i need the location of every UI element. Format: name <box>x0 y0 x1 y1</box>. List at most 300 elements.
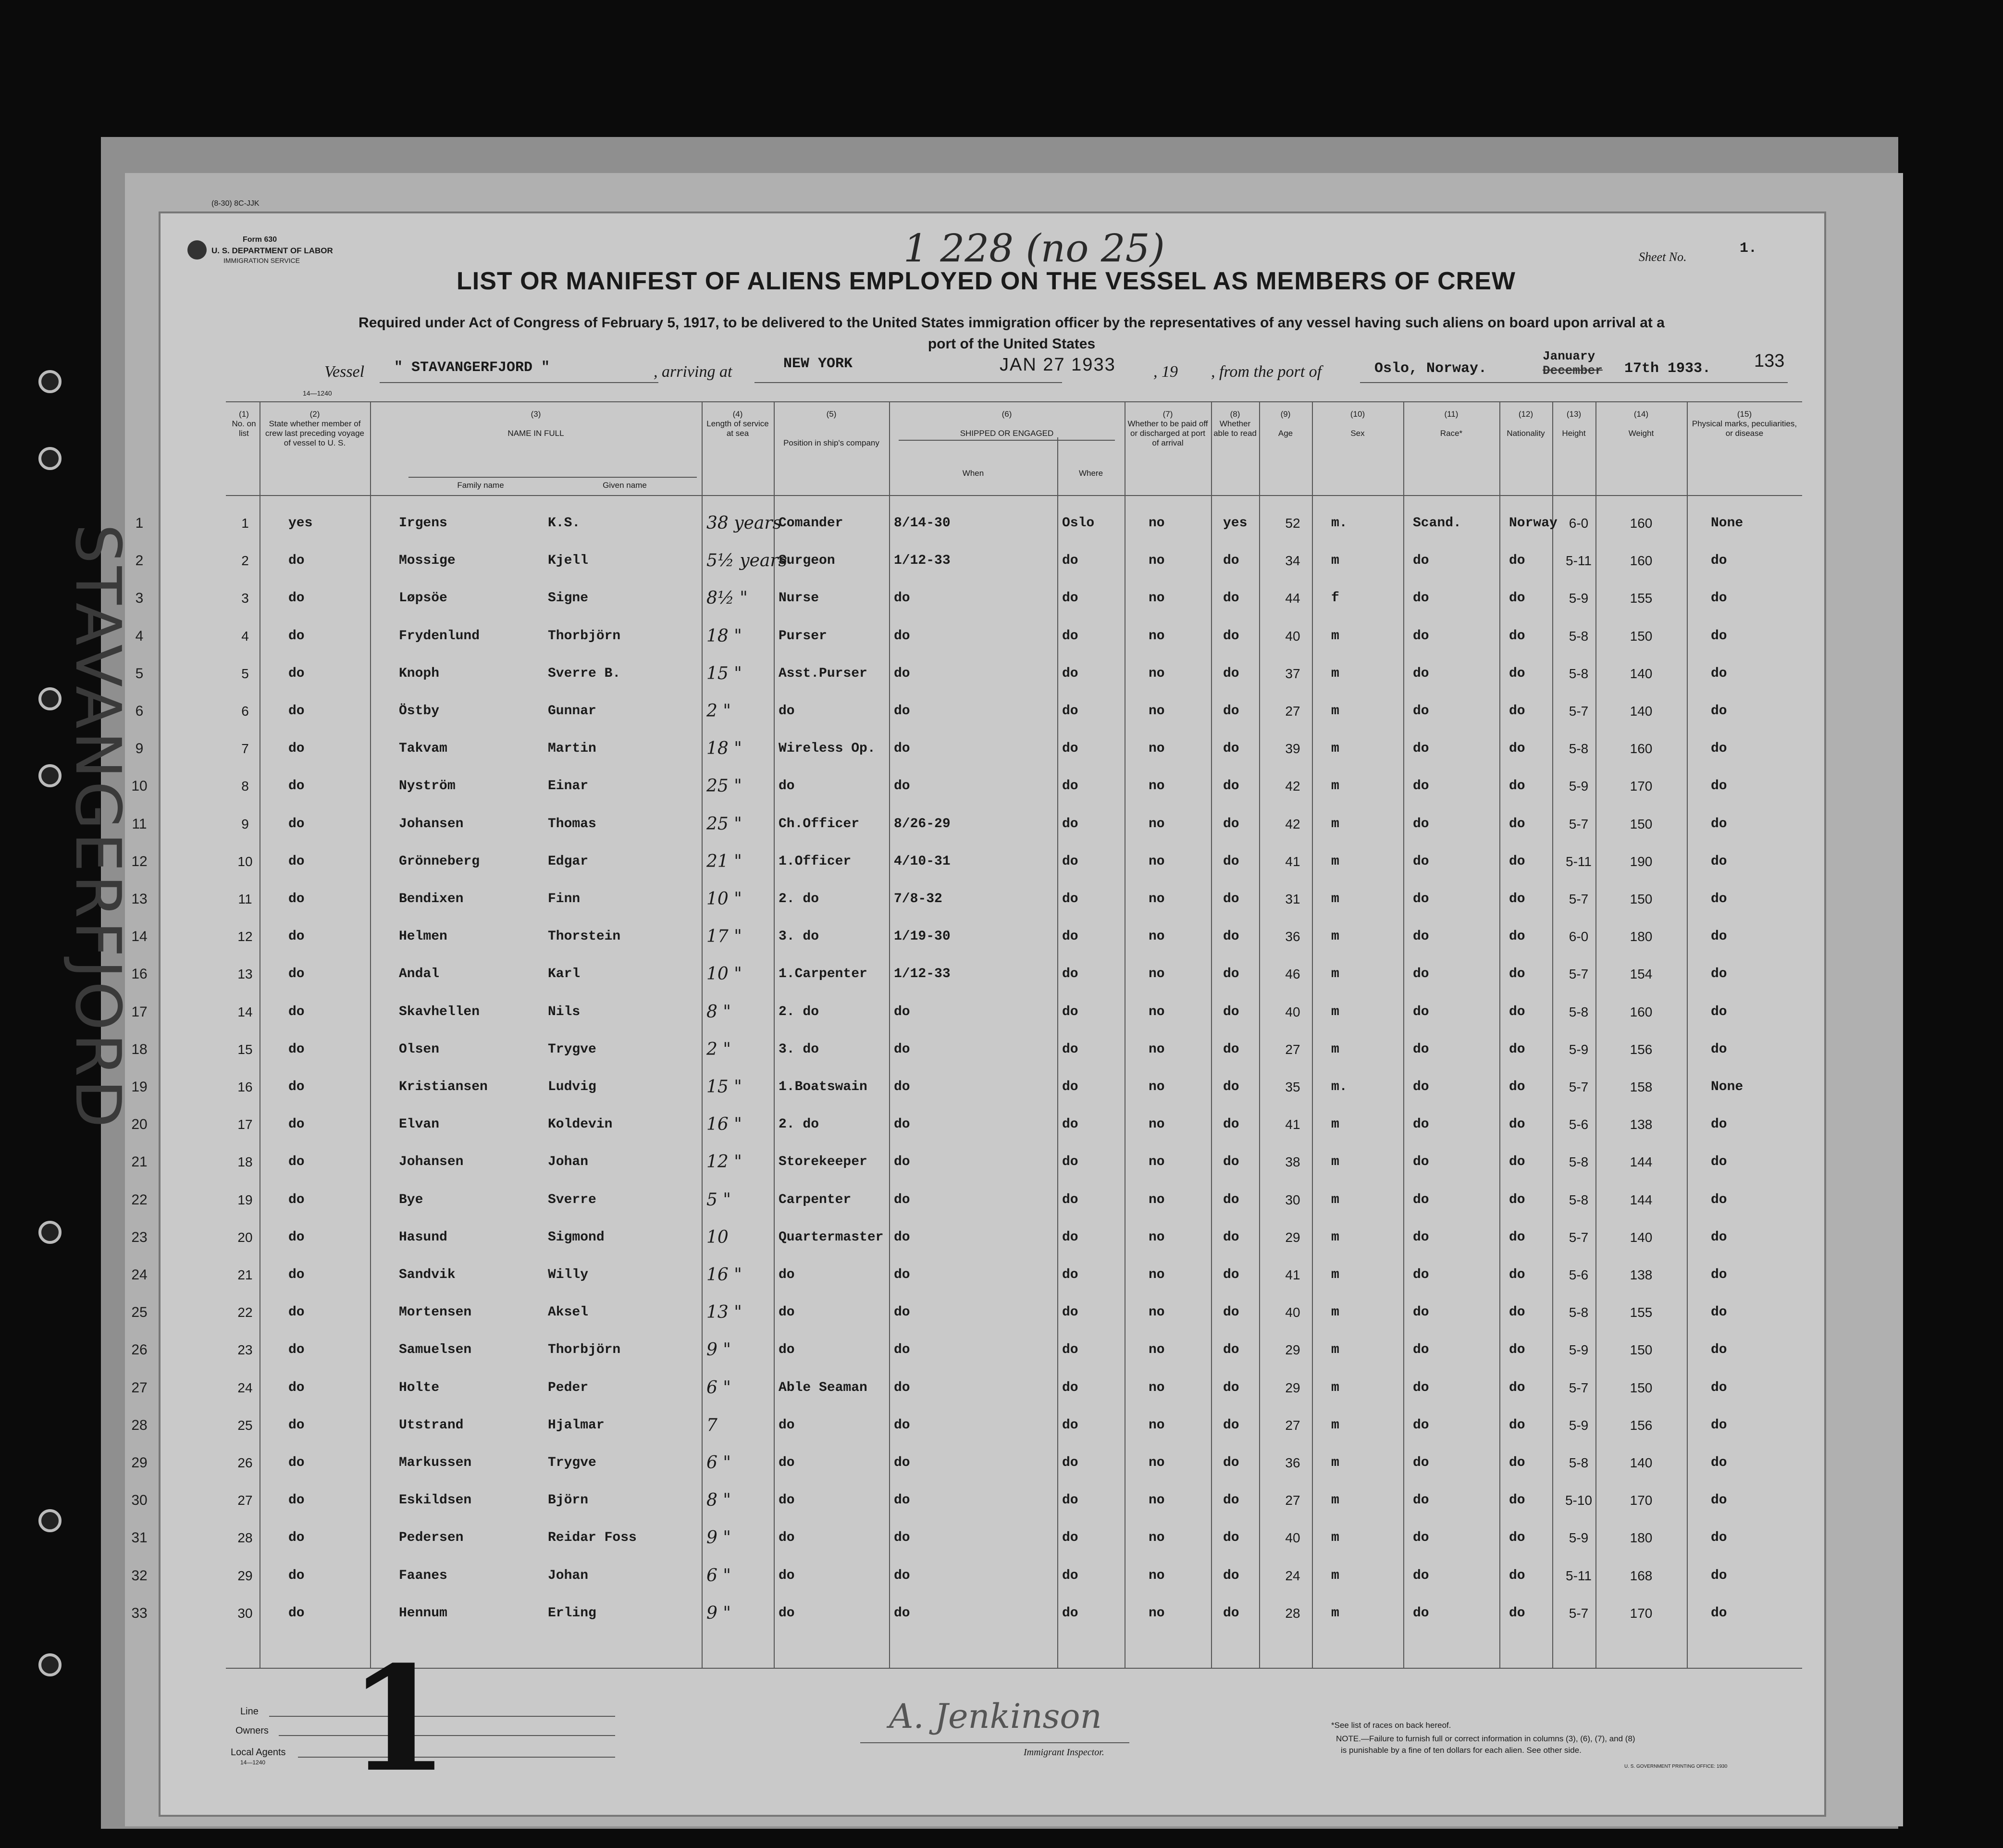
cell-given: Signe <box>548 591 589 606</box>
cell-given: K.S. <box>548 516 581 531</box>
cell-family: Hennum <box>399 1605 447 1621</box>
cell-nat: do <box>1509 1004 1525 1019</box>
cell-age: 38 <box>1285 1154 1300 1170</box>
cell-no: 14 <box>237 1004 253 1019</box>
cell-paid: no <box>1149 1455 1165 1470</box>
cell-read: do <box>1223 816 1239 831</box>
cell-where: do <box>1062 1568 1078 1583</box>
table-row <box>131 1031 1826 1068</box>
cell-nat: do <box>1509 1267 1525 1282</box>
cell-family: Pedersen <box>399 1530 464 1546</box>
cell-marks: None <box>1711 516 1743 531</box>
cell-weight: 140 <box>1630 666 1653 681</box>
cell-race: do <box>1413 892 1429 906</box>
margin-line-number: 31 <box>131 1530 148 1546</box>
cell-family: Bye <box>399 1192 423 1207</box>
cell-race: do <box>1413 1267 1429 1282</box>
cell-marks: None <box>1711 1079 1743 1094</box>
cell-when: do <box>894 1342 910 1358</box>
cell-where: do <box>1062 1154 1078 1170</box>
cell-weight: 140 <box>1630 1229 1653 1245</box>
cell-weight: 170 <box>1630 1493 1653 1508</box>
cell-pos: do <box>779 1417 795 1433</box>
table-row <box>131 1106 1826 1143</box>
cell-family: Mossige <box>399 553 456 569</box>
cell-weight: 180 <box>1630 929 1653 944</box>
cell-race: do <box>1413 1192 1429 1207</box>
cell-given: Johan <box>548 1154 589 1170</box>
line-label: Line <box>240 1706 259 1717</box>
cell-prev: do <box>288 854 305 869</box>
cell-given: Sverre <box>548 1192 596 1207</box>
margin-line-number: 22 <box>131 1191 148 1208</box>
cell-race: do <box>1413 1455 1429 1470</box>
cell-weight: 144 <box>1630 1192 1653 1207</box>
cell-paid: no <box>1149 1004 1165 1019</box>
cell-pos: Able Seaman <box>779 1380 867 1395</box>
cell-height: 5-8 <box>1569 741 1589 757</box>
cell-family: Elvan <box>399 1117 440 1132</box>
cell-read: do <box>1223 967 1239 982</box>
cell-given: Reidar Foss <box>548 1530 637 1546</box>
departure-month: January <box>1543 349 1595 363</box>
cell-read: do <box>1223 666 1239 681</box>
cell-where: do <box>1062 1229 1078 1245</box>
cell-height: 5-11 <box>1566 854 1592 869</box>
cell-no: 10 <box>237 854 253 869</box>
margin-line-number: 24 <box>131 1267 148 1283</box>
col-10-header: (10) Sex <box>1350 409 1365 438</box>
cell-paid: no <box>1149 816 1165 831</box>
cell-marks: do <box>1711 816 1727 831</box>
cell-no: 2 <box>241 553 249 569</box>
cell-where: do <box>1062 741 1078 757</box>
cell-read: do <box>1223 1117 1239 1132</box>
subtitle-line-1: Required under Act of Congress of February 5, 1917, to be delivered to the United States immigration officer by the representatives of any vessel having such aliens on board upon arrival at a <box>359 315 1665 331</box>
cell-pos: Quartermaster <box>779 1229 884 1245</box>
cell-where: do <box>1062 1192 1078 1207</box>
cell-read: do <box>1223 1380 1239 1395</box>
cell-given: Thorbjörn <box>548 628 621 644</box>
cell-weight: 156 <box>1630 1417 1653 1433</box>
cell-age: 36 <box>1285 1455 1300 1470</box>
cell-height: 5-8 <box>1569 1305 1589 1320</box>
cell-age: 27 <box>1285 1417 1300 1433</box>
cell-marks: do <box>1711 591 1727 606</box>
cell-age: 40 <box>1285 628 1300 644</box>
cell-where: do <box>1062 1267 1078 1282</box>
cell-prev: do <box>288 628 305 644</box>
cell-pos: do <box>779 1455 795 1470</box>
cell-prev: do <box>288 929 305 944</box>
cell-where: do <box>1062 591 1078 606</box>
cell-height: 5-7 <box>1569 816 1589 831</box>
cell-sex: m <box>1331 628 1339 644</box>
cell-sex: m. <box>1331 1079 1348 1094</box>
cell-marks: do <box>1711 1267 1727 1282</box>
cell-when: 7/8-32 <box>894 892 942 906</box>
margin-line-number: 5 <box>135 665 144 682</box>
cell-service: 2 " <box>706 1039 731 1059</box>
cell-marks: do <box>1711 892 1727 906</box>
table-row <box>135 505 1826 542</box>
cell-pos: Nurse <box>779 591 819 606</box>
cell-age: 44 <box>1285 591 1300 606</box>
table-row <box>131 1068 1826 1106</box>
cell-weight: 158 <box>1630 1079 1653 1094</box>
cell-race: do <box>1413 967 1429 982</box>
cell-when: do <box>894 1229 910 1245</box>
table-row <box>131 1219 1826 1256</box>
cell-race: Scand. <box>1413 516 1461 531</box>
cell-where: do <box>1062 1530 1078 1546</box>
cell-read: do <box>1223 704 1239 719</box>
table-row <box>131 1557 1826 1595</box>
binder-hole <box>38 370 62 393</box>
cell-pos: Comander <box>779 516 843 531</box>
cell-read: do <box>1223 892 1239 906</box>
margin-line-number: 26 <box>131 1342 148 1358</box>
cell-when: do <box>894 1530 910 1546</box>
cell-sex: m <box>1331 1154 1339 1170</box>
arrival-port: NEW YORK <box>783 356 853 372</box>
cell-where: do <box>1062 1455 1078 1470</box>
table-row <box>131 1294 1826 1331</box>
table-row <box>131 955 1826 993</box>
table-row <box>131 1256 1826 1294</box>
sheet-label: Sheet No. <box>1639 250 1687 264</box>
cell-sex: m <box>1331 1342 1339 1358</box>
cell-given: Hjalmar <box>548 1417 605 1433</box>
cell-pos: 2. do <box>779 1117 819 1132</box>
cell-paid: no <box>1149 1229 1165 1245</box>
cell-nat: do <box>1509 666 1525 681</box>
cell-age: 29 <box>1285 1229 1300 1245</box>
cell-marks: do <box>1711 1568 1727 1583</box>
cell-service: 6 " <box>706 1453 731 1473</box>
cell-where: do <box>1062 1042 1078 1057</box>
cell-race: do <box>1413 1004 1429 1019</box>
penalty-note-1: NOTE.—Failure to furnish full or correct information in columns (3), (6), (7), and (8) <box>1336 1734 1635 1743</box>
cell-nat: do <box>1509 1117 1525 1132</box>
cell-paid: no <box>1149 1117 1165 1132</box>
cell-given: Willy <box>548 1267 589 1282</box>
cell-pos: do <box>779 1568 795 1583</box>
cell-sex: m <box>1331 816 1339 831</box>
local-agents-label: Local Agents <box>231 1747 286 1758</box>
col-4-header: (4) Length of service at sea <box>706 409 769 438</box>
cell-nat: do <box>1509 1042 1525 1057</box>
department: U. S. DEPARTMENT OF LABOR <box>211 246 333 255</box>
table-row <box>135 542 1826 580</box>
cell-race: do <box>1413 1568 1429 1583</box>
margin-line-number: 17 <box>131 1004 148 1020</box>
cell-sex: m <box>1331 1455 1339 1470</box>
cell-read: do <box>1223 854 1239 869</box>
cell-weight: 160 <box>1630 516 1653 531</box>
cell-weight: 150 <box>1630 892 1653 906</box>
cell-age: 35 <box>1285 1079 1300 1094</box>
col-7-header: (7) Whether to be paid off or discharged at port of arrival <box>1127 409 1208 447</box>
cell-when: do <box>894 1417 910 1433</box>
margin-line-number: 29 <box>131 1455 148 1471</box>
col-2-header: (2) State whether member of crew last preceding voyage of vessel to U. S. <box>265 409 364 447</box>
inspector-label: Immigrant Inspector. <box>1024 1747 1104 1758</box>
cell-marks: do <box>1711 1417 1727 1433</box>
cell-marks: do <box>1711 1305 1727 1320</box>
cell-no: 11 <box>238 892 252 906</box>
cell-when: do <box>894 1079 910 1094</box>
cell-when: do <box>894 704 910 719</box>
table-row <box>131 918 1826 955</box>
cell-nat: do <box>1509 1605 1525 1621</box>
table-row <box>131 1143 1826 1181</box>
cell-prev: do <box>288 1154 305 1170</box>
cell-family: Markussen <box>399 1455 472 1470</box>
cell-prev: do <box>288 1530 305 1546</box>
cell-pos: do <box>779 1605 795 1621</box>
agents-code: 14—1240 <box>240 1759 266 1766</box>
cell-no: 29 <box>237 1568 253 1583</box>
cell-when: do <box>894 628 910 644</box>
cell-family: Nyström <box>399 779 456 794</box>
cell-family: Kristiansen <box>399 1079 488 1094</box>
cell-where: do <box>1062 666 1078 681</box>
cell-read: do <box>1223 628 1239 644</box>
cell-service: 10 " <box>706 964 742 984</box>
cell-where: do <box>1062 1117 1078 1132</box>
cell-family: Takvam <box>399 741 447 757</box>
table-row <box>131 1181 1826 1219</box>
cell-nat: do <box>1509 741 1525 757</box>
cell-read: do <box>1223 1568 1239 1583</box>
cell-paid: no <box>1149 1267 1165 1282</box>
table-row <box>131 993 1826 1031</box>
cell-sex: m <box>1331 967 1339 982</box>
cell-family: Knoph <box>399 666 440 681</box>
cell-marks: do <box>1711 967 1727 982</box>
cell-prev: do <box>288 967 305 982</box>
cell-sex: m <box>1331 1493 1339 1508</box>
cell-given: Sigmond <box>548 1229 605 1245</box>
cell-given: Karl <box>548 967 581 982</box>
cell-no: 1 <box>241 516 249 531</box>
cell-pos: Wireless Op. <box>779 741 876 757</box>
col-13-header: (13) Height <box>1562 409 1586 438</box>
cell-family: Johansen <box>399 1154 464 1170</box>
cell-race: do <box>1413 628 1429 644</box>
cell-weight: 140 <box>1630 704 1653 719</box>
cell-when: 8/14-30 <box>894 516 951 531</box>
cell-weight: 150 <box>1630 816 1653 831</box>
margin-line-number: 27 <box>131 1379 148 1396</box>
cell-weight: 144 <box>1630 1154 1653 1170</box>
col-5-header: (5) Position in ship's company <box>783 409 879 447</box>
cell-family: Sandvik <box>399 1267 456 1282</box>
cell-prev: do <box>288 553 305 569</box>
cell-age: 41 <box>1285 854 1300 869</box>
cell-no: 25 <box>237 1417 253 1433</box>
cell-no: 22 <box>237 1305 253 1320</box>
binder-hole <box>38 1653 62 1676</box>
cell-paid: no <box>1149 1154 1165 1170</box>
cell-read: do <box>1223 1342 1239 1358</box>
arriving-label: , arriving at <box>654 363 732 381</box>
cell-pos: 1.Officer <box>779 854 852 869</box>
binder-hole <box>38 764 62 787</box>
cell-when: do <box>894 666 910 681</box>
cell-where: do <box>1062 892 1078 906</box>
cell-pos: do <box>779 779 795 794</box>
cell-pos: 3. do <box>779 1042 819 1057</box>
cell-read: do <box>1223 1229 1239 1245</box>
cell-age: 40 <box>1285 1004 1300 1019</box>
cell-family: Andal <box>399 967 440 982</box>
margin-line-number: 18 <box>131 1041 148 1057</box>
from-port-label: , from the port of <box>1211 363 1322 381</box>
cell-marks: do <box>1711 1042 1727 1057</box>
cell-paid: no <box>1149 854 1165 869</box>
cell-given: Einar <box>548 779 589 794</box>
form-code: (8-30) 8C-JJK <box>211 199 260 208</box>
cell-age: 42 <box>1285 779 1300 794</box>
col-6-where: Where <box>1078 469 1103 478</box>
cell-age: 40 <box>1285 1530 1300 1546</box>
cell-when: do <box>894 1380 910 1395</box>
cell-age: 42 <box>1285 816 1300 831</box>
cell-where: do <box>1062 967 1078 982</box>
cell-age: 37 <box>1285 666 1300 681</box>
cell-prev: do <box>288 1117 305 1132</box>
cell-age: 28 <box>1285 1605 1300 1621</box>
cell-marks: do <box>1711 1117 1727 1132</box>
cell-weight: 150 <box>1630 1342 1653 1358</box>
cell-where: do <box>1062 779 1078 794</box>
cell-marks: do <box>1711 1380 1727 1395</box>
cell-race: do <box>1413 1493 1429 1508</box>
cell-race: do <box>1413 1380 1429 1395</box>
cell-given: Finn <box>548 892 581 906</box>
departure-port: Oslo, Norway. <box>1374 360 1487 377</box>
cell-given: Erling <box>548 1605 596 1621</box>
col-14-header: (14) Weight <box>1628 409 1654 438</box>
cell-age: 41 <box>1285 1267 1300 1282</box>
cell-pos: 3. do <box>779 929 819 944</box>
cell-sex: m <box>1331 1117 1339 1132</box>
cell-race: do <box>1413 816 1429 831</box>
cell-where: do <box>1062 854 1078 869</box>
cell-pos: do <box>779 1530 795 1546</box>
cell-service: 9 " <box>706 1603 731 1623</box>
table-row <box>131 843 1826 881</box>
cell-read: do <box>1223 1042 1239 1057</box>
cell-service: 8 " <box>706 1002 731 1022</box>
cell-age: 29 <box>1285 1342 1300 1358</box>
cell-given: Nils <box>548 1004 581 1019</box>
cell-prev: do <box>288 1493 305 1508</box>
cell-service: 9 " <box>706 1340 731 1360</box>
cell-sex: m <box>1331 1229 1339 1245</box>
cell-given: Thomas <box>548 816 596 831</box>
cell-service: 16 " <box>706 1265 742 1285</box>
cell-no: 5 <box>241 666 249 681</box>
cell-weight: 168 <box>1630 1568 1653 1583</box>
cell-sex: m <box>1331 1192 1339 1207</box>
cell-prev: do <box>288 1267 305 1282</box>
col-15-header: (15) Physical marks, peculiarities, or disease <box>1692 409 1797 438</box>
cell-service: 9 " <box>706 1528 731 1548</box>
cell-marks: do <box>1711 1455 1727 1470</box>
cell-read: do <box>1223 779 1239 794</box>
cell-read: do <box>1223 1192 1239 1207</box>
cell-race: do <box>1413 1079 1429 1094</box>
cell-no: 18 <box>237 1154 253 1170</box>
table-row <box>131 881 1826 918</box>
cell-where: do <box>1062 1305 1078 1320</box>
cell-nat: do <box>1509 929 1525 944</box>
cell-sex: m <box>1331 741 1339 757</box>
cell-height: 5-9 <box>1569 779 1589 794</box>
cell-paid: no <box>1149 628 1165 644</box>
cell-sex: m <box>1331 854 1339 869</box>
cell-race: do <box>1413 1605 1429 1621</box>
cell-prev: yes <box>288 516 313 531</box>
cell-paid: no <box>1149 967 1165 982</box>
cell-pos: 2. do <box>779 892 819 906</box>
table-row <box>131 1407 1826 1444</box>
cell-given: Sverre B. <box>548 666 621 681</box>
cell-height: 5-8 <box>1569 1004 1589 1019</box>
cell-height: 5-7 <box>1569 1380 1589 1395</box>
cell-service: 8 " <box>706 1490 731 1511</box>
col-9-header: (9) Age <box>1278 409 1293 438</box>
cell-nat: do <box>1509 1154 1525 1170</box>
cell-family: Løpsöe <box>399 591 447 606</box>
cell-age: 36 <box>1285 929 1300 944</box>
table-row <box>135 618 1826 655</box>
cell-weight: 154 <box>1630 967 1653 982</box>
cell-service: 6 " <box>706 1377 731 1398</box>
cell-where: do <box>1062 1380 1078 1395</box>
cell-service: 15 " <box>706 663 742 683</box>
cell-height: 5-8 <box>1569 666 1589 681</box>
cell-age: 30 <box>1285 1192 1300 1207</box>
cell-given: Koldevin <box>548 1117 613 1132</box>
cell-prev: do <box>288 591 305 606</box>
cell-service: 8½ " <box>706 588 748 608</box>
cell-read: do <box>1223 929 1239 944</box>
cell-read: do <box>1223 553 1239 569</box>
penalty-note-2: is punishable by a fine of ten dollars for each alien. See other side. <box>1341 1746 1582 1755</box>
cell-race: do <box>1413 1117 1429 1132</box>
cell-height: 5-9 <box>1569 1417 1589 1433</box>
cell-marks: do <box>1711 1530 1727 1546</box>
cell-paid: no <box>1149 1192 1165 1207</box>
margin-line-number: 10 <box>131 778 148 794</box>
col-3-header: (3) NAME IN FULL <box>507 409 564 438</box>
cell-paid: no <box>1149 1079 1165 1094</box>
cell-pos: Purser <box>779 628 827 644</box>
margin-line-number: 3 <box>135 590 144 607</box>
sheet-number: 1. <box>1740 240 1757 257</box>
cell-height: 5-9 <box>1569 591 1589 606</box>
cell-no: 28 <box>237 1530 253 1546</box>
cell-family: Johansen <box>399 816 464 831</box>
cell-nat: do <box>1509 704 1525 719</box>
cell-service: 10 <box>706 1227 729 1247</box>
handwritten-reference: 1 228 (no 25) <box>903 226 1165 271</box>
cell-race: do <box>1413 1305 1429 1320</box>
